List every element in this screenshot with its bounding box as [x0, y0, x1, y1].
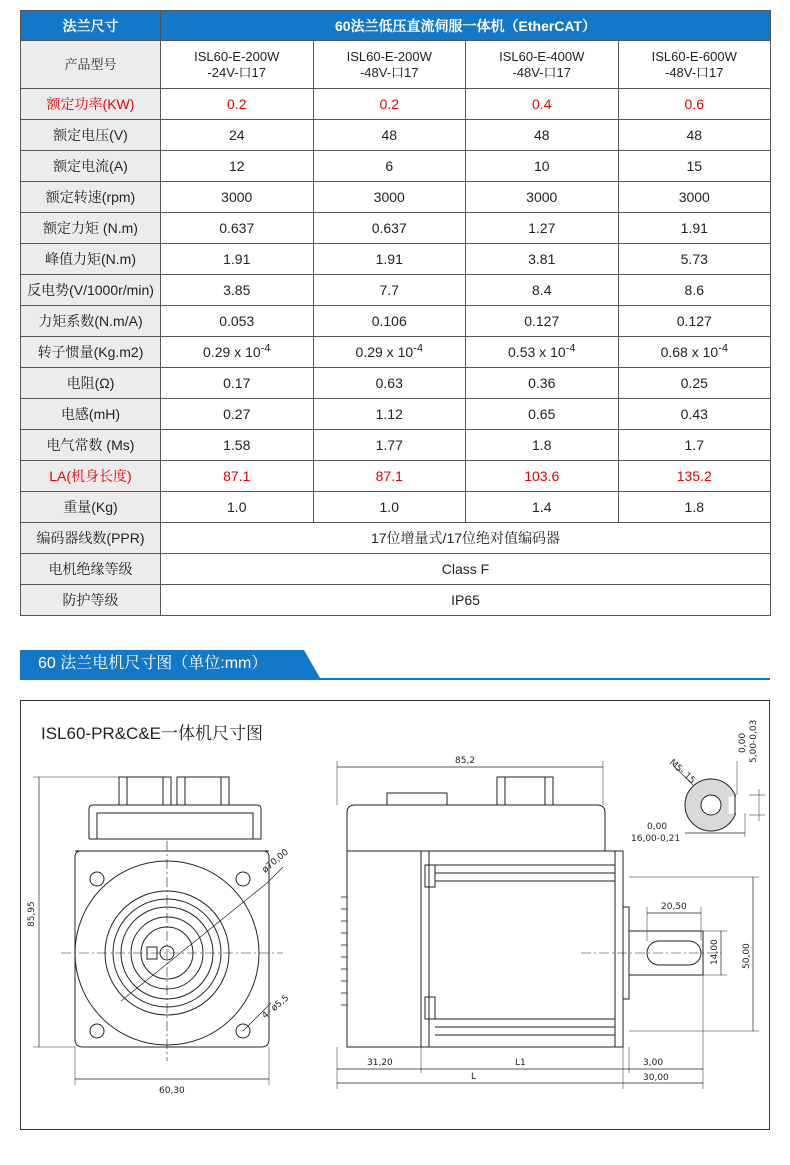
dim-shaft-length: 30,00 — [643, 1073, 669, 1083]
table-cell: 1.91 — [618, 213, 771, 244]
table-row — [21, 461, 771, 492]
table-cell: 87.1 — [313, 461, 466, 492]
table-cell: 0.637 — [161, 213, 314, 244]
table-row — [21, 492, 771, 523]
table-cell: 5.73 — [618, 244, 771, 275]
table-cell: 0.43 — [618, 399, 771, 430]
row-label: 重量(Kg) — [21, 492, 161, 523]
table-cell: 24 — [161, 120, 314, 151]
table-cell: 1.12 — [313, 399, 466, 430]
row-label: 电阻(Ω) — [21, 368, 161, 399]
table-cell: 135.2 — [618, 461, 771, 492]
table-cell: 1.77 — [313, 430, 466, 461]
model-cell: ISL60-E-200W -24V-口17 — [161, 41, 314, 89]
table-cell: 1.0 — [313, 492, 466, 523]
table-cell: 8.4 — [466, 275, 619, 306]
model-cell: ISL60-E-400W -48V-口17 — [466, 41, 619, 89]
dim-height: 85,95 — [27, 901, 37, 927]
dim-flange-width: 60,30 — [159, 1086, 185, 1096]
dimension-drawing — [20, 700, 770, 1130]
table-cell: 17位增量式/17位绝对值编码器 — [161, 523, 771, 554]
row-label: 电机绝缘等级 — [21, 554, 161, 585]
table-row — [21, 430, 771, 461]
row-label: 力矩系数(N.m/A) — [21, 306, 161, 337]
table-row — [21, 523, 771, 554]
table-cell: 3000 — [313, 182, 466, 213]
table-cell: 7.7 — [313, 275, 466, 306]
table-cell: 0.106 — [313, 306, 466, 337]
dim-l: L — [471, 1072, 477, 1082]
table-header-row — [21, 11, 771, 41]
header-label: 法兰尺寸 — [21, 11, 161, 41]
row-label: 防护等级 — [21, 585, 161, 616]
table-cell: 0.65 — [466, 399, 619, 430]
table-cell: 3000 — [466, 182, 619, 213]
dim-shaft-step: 20,50 — [661, 902, 687, 912]
table-row — [21, 244, 771, 275]
table-cell: 48 — [466, 120, 619, 151]
model-row — [21, 41, 771, 89]
table-cell: 0.68 x $10^{-4}$ — [618, 337, 771, 368]
table-cell: 48 — [313, 120, 466, 151]
dim-shaft-diameter: 14,00 — [710, 939, 720, 965]
row-label: 编码器线数(PPR) — [21, 523, 161, 554]
row-label: 反电势(V/1000r/min) — [21, 275, 161, 306]
table-cell: 8.6 — [618, 275, 771, 306]
table-cell: 48 — [618, 120, 771, 151]
table-cell: 103.6 — [466, 461, 619, 492]
drawing-svg — [21, 701, 771, 1131]
table-cell: 0.4 — [466, 89, 619, 120]
table-cell: 0.2 — [161, 89, 314, 120]
table-cell: 0.053 — [161, 306, 314, 337]
spec-table — [20, 10, 771, 616]
table-row — [21, 275, 771, 306]
dim-front-length: 31,20 — [367, 1058, 393, 1068]
table-cell: 15 — [618, 151, 771, 182]
table-row — [21, 151, 771, 182]
table-cell: 0.29 x $10^{-4}$ — [313, 337, 466, 368]
section-banner — [20, 650, 770, 680]
dim-l1: L1 — [515, 1058, 526, 1068]
dim-tol-bottom-b: 16,00-0,21 — [631, 834, 681, 844]
table-cell: 12 — [161, 151, 314, 182]
row-label: LA(机身长度) — [21, 461, 161, 492]
table-cell: 0.63 — [313, 368, 466, 399]
table-cell: 0.17 — [161, 368, 314, 399]
table-cell: 3.81 — [466, 244, 619, 275]
table-cell: 0.36 — [466, 368, 619, 399]
table-cell: 1.58 — [161, 430, 314, 461]
table-cell: 0.2 — [313, 89, 466, 120]
table-cell: 3000 — [161, 182, 314, 213]
table-row — [21, 585, 771, 616]
table-row — [21, 182, 771, 213]
table-cell: Class F — [161, 554, 771, 585]
table-row — [21, 554, 771, 585]
table-row — [21, 89, 771, 120]
table-cell: 1.8 — [618, 492, 771, 523]
table-cell: 0.27 — [161, 399, 314, 430]
header-title: 60法兰低压直流伺服一体机（EtherCAT） — [161, 11, 771, 41]
dim-tol-top-b: 5,00-0,03 — [749, 719, 759, 763]
table-row — [21, 120, 771, 151]
dim-pilot-diameter: 50,00 — [742, 943, 752, 969]
row-label: 电感(mH) — [21, 399, 161, 430]
row-label: 产品型号 — [21, 41, 161, 89]
table-cell: 1.7 — [618, 430, 771, 461]
row-label: 峰值力矩(N.m) — [21, 244, 161, 275]
table-cell: 0.127 — [618, 306, 771, 337]
dim-tol-top-a: 0,00 — [738, 732, 748, 753]
table-cell: 1.27 — [466, 213, 619, 244]
table-cell: 1.91 — [161, 244, 314, 275]
row-label: 额定电压(V) — [21, 120, 161, 151]
dim-pilot-length: 3,00 — [643, 1058, 664, 1068]
row-label: 转子惯量(Kg.m2) — [21, 337, 161, 368]
model-cell: ISL60-E-600W -48V-口17 — [618, 41, 771, 89]
table-cell: 3000 — [618, 182, 771, 213]
table-cell: 0.6 — [618, 89, 771, 120]
dim-holes: 4- ø5,5 — [260, 993, 292, 1022]
dim-key-thread: M5- 15 — [666, 757, 697, 787]
model-cell: ISL60-E-200W -48V-口17 — [313, 41, 466, 89]
table-cell: 87.1 — [161, 461, 314, 492]
dim-body-length: 85,2 — [455, 756, 476, 766]
table-cell: 0.25 — [618, 368, 771, 399]
table-cell: 0.127 — [466, 306, 619, 337]
fins — [341, 897, 347, 1005]
row-label: 额定转速(rpm) — [21, 182, 161, 213]
table-cell: 0.637 — [313, 213, 466, 244]
table-cell: 1.0 — [161, 492, 314, 523]
table-cell: 1.8 — [466, 430, 619, 461]
dim-tol-bottom-a: 0,00 — [647, 822, 668, 832]
table-cell: 1.4 — [466, 492, 619, 523]
table-cell: 10 — [466, 151, 619, 182]
dim-pcd: ø70,00 — [260, 847, 291, 876]
row-label: 额定力矩 (N.m) — [21, 213, 161, 244]
table-cell: 1.91 — [313, 244, 466, 275]
table-cell: IP65 — [161, 585, 771, 616]
section-title: 60 法兰电机尺寸图（单位:mm） — [38, 655, 268, 672]
table-cell: 6 — [313, 151, 466, 182]
table-row — [21, 337, 771, 368]
table-row — [21, 368, 771, 399]
row-label: 额定电流(A) — [21, 151, 161, 182]
table-cell: 0.53 x $10^{-4}$ — [466, 337, 619, 368]
drawing-title: ISL60-PR&C&E一体机尺寸图 — [41, 724, 263, 743]
table-row — [21, 399, 771, 430]
front-view — [33, 777, 283, 1085]
row-label: 额定功率(KW) — [21, 89, 161, 120]
table-row — [21, 306, 771, 337]
table-cell: 0.29 x $10^{-4}$ — [161, 337, 314, 368]
row-label: 电气常数 (Ms) — [21, 430, 161, 461]
table-cell: 3.85 — [161, 275, 314, 306]
table-row — [21, 213, 771, 244]
